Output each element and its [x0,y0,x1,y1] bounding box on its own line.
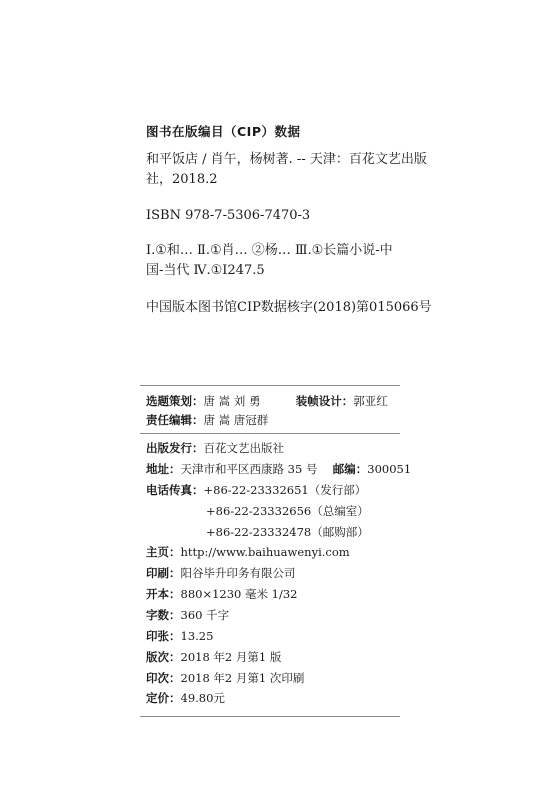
publisher-value: 百花文艺出版社 [203,441,284,455]
homepage-row [146,544,350,560]
bottom-divider [140,716,400,717]
publisher-row [146,440,284,456]
wordcount-label: 字数： [146,608,181,622]
wordcount-value: 360 千字 [180,608,230,622]
phone-label: 电话传真： [146,483,204,497]
credits-row-editor [146,412,268,428]
homepage-value: http://www.baihuawenyi.com [180,545,350,559]
edition-label: 版次： [146,650,181,664]
printing-label: 印刷： [146,566,181,580]
impression-row [146,670,304,686]
classification-line-1: Ⅰ.①和… Ⅱ.①肖… ②杨… Ⅲ.①长篇小说-中 [146,243,393,258]
cip-citation-line-2: 社，2018.2 [146,172,218,187]
cip-heading: 图书在版编目（CIP）数据 [146,124,301,139]
phone-editorial: +86-22-23332656（总编室） [206,504,369,518]
phone-row-1 [146,482,366,498]
middle-divider [140,433,400,434]
printing-value: 阳谷毕升印务有限公司 [180,566,296,580]
format-value: 880×1230 毫米 1/32 [180,587,298,601]
planning-value: 唐 嵩 刘 勇 [203,394,261,408]
postcode-label: 邮编： [332,462,368,476]
publisher-label: 出版发行： [146,441,204,455]
sheets-label: 印张： [146,629,181,643]
planning-label: 选题策划： [146,394,204,408]
phone-mail-order: +86-22-23332478（邮购部） [206,525,369,539]
edition-row [146,649,281,665]
credits-row-planning [146,393,388,409]
address-value: 天津市和平区西康路 35 号 [180,462,318,476]
postcode-value: 300051 [367,462,412,476]
cip-citation-line-1: 和平饭店 / 肖午，杨树著. -- 天津：百花文艺出版 [146,152,427,167]
wordcount-row [146,607,229,623]
cip-record-number: 中国版本图书馆CIP数据核字(2018)第015066号 [146,300,432,315]
price-row [146,690,225,706]
phone-distribution: +86-22-23332651（发行部） [203,483,367,497]
design-label: 装帧设计： [295,394,354,408]
phone-row-3 [206,524,369,540]
editor-label: 责任编辑： [146,413,204,427]
address-label: 地址： [146,462,181,476]
sheets-value: 13.25 [180,629,214,643]
format-label: 开本： [146,587,181,601]
editor-value: 唐 嵩 唐冠群 [203,413,269,427]
phone-row-2 [206,503,369,519]
impression-label: 印次： [146,671,181,685]
edition-value: 2018 年2 月第1 版 [180,650,282,664]
address-row [146,461,411,477]
design-value: 郭亚红 [353,394,388,408]
homepage-label: 主页： [146,545,181,559]
sheets-row [146,628,213,644]
isbn-line: ISBN 978-7-5306-7470-3 [146,208,311,223]
impression-value: 2018 年2 月第1 次印刷 [180,671,305,685]
classification-line-2: 国-当代 Ⅳ.①I247.5 [146,263,265,278]
price-label: 定价： [146,691,181,705]
format-row [146,586,298,602]
printing-row [146,565,296,581]
price-value: 49.80元 [180,691,225,705]
top-divider [140,385,400,386]
